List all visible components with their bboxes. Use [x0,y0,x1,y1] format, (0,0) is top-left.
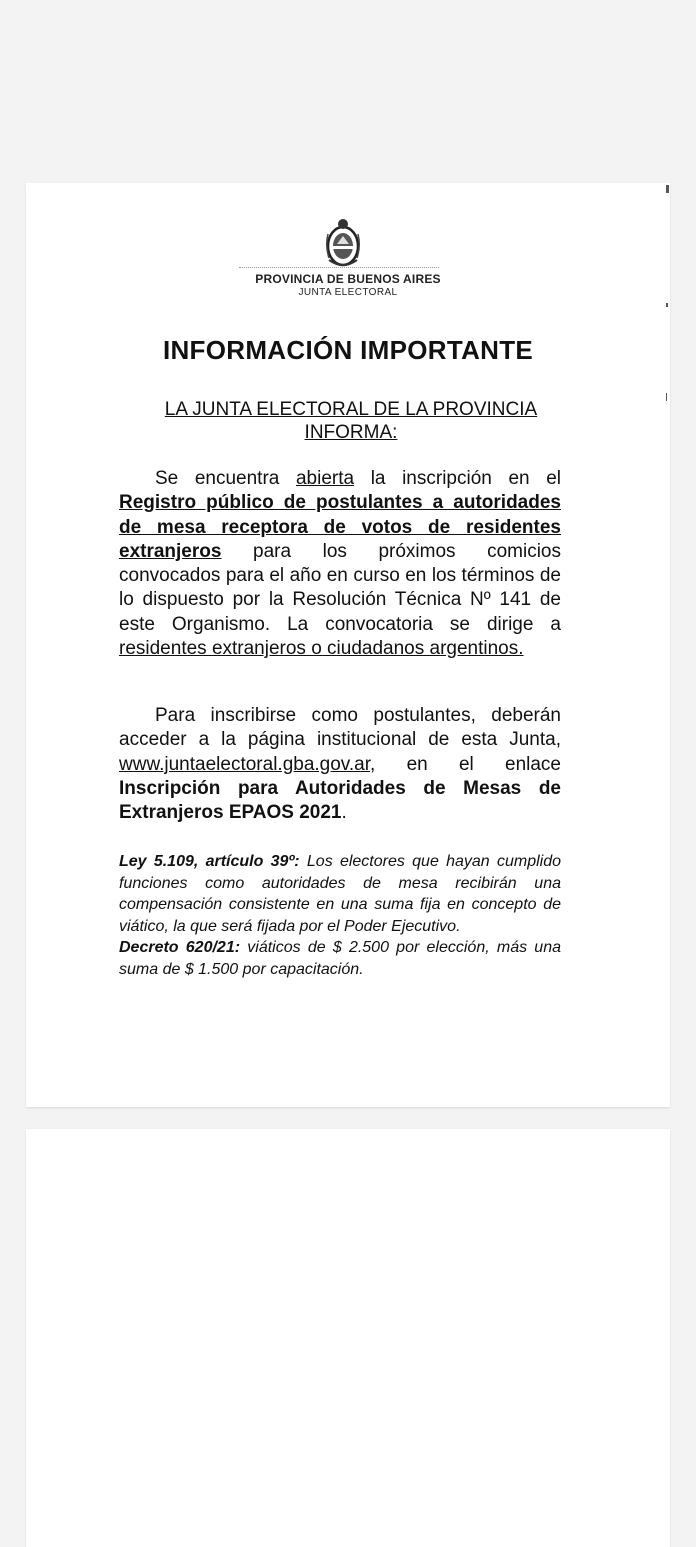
text: Se encuentra [155,468,296,489]
text-open: abierta [295,468,355,489]
text: Para inscribirse como postulantes, deberán acceder a la página institucional de esta Junta, [119,705,561,751]
text-target-audience: residentes extranjeros o ciudadanos argentinos. [119,638,524,660]
organization-subtitle: JUNTA ELECTORAL [298,287,398,298]
province-seal-icon [323,216,363,272]
text-registry-name: Registro público de postulantes a autoridades de mesa receptora de votos de residentes extranjeros [119,492,561,562]
law-text: Los electores que hayan cumplido funciones como autoridades de mesa recibirán una compensación consistente en una suma fija en concepto de viático, la que será fijada por el Poder Ejecutivo. [119,853,562,935]
text: para los próximos comicios convocados para el año en curso en los términos de lo dispuesto por la Resolución Técnica Nº 141 de este Organismo. La convocatoria se dirige a [119,540,561,635]
page-title: INFORMACIÓN IMPORTANTE [162,335,534,365]
organization-name: PROVINCIA DE BUENOS AIRES [255,272,441,286]
decree-text: viáticos de $ 2.500 por elección, más una suma de $ 1.500 por capacitación. [119,939,562,978]
scan-mark [666,303,668,307]
text: , en el enlace [370,753,561,775]
text-link-name: Inscripción para Autoridades de Mesas de Extranjeros EPAOS 2021 [119,777,561,824]
legal-notes [119,851,561,980]
paragraph-registration [119,467,561,661]
text: la inscripción en el [354,468,561,489]
paragraph-instructions [119,704,561,825]
text: . [341,802,347,824]
scan-mark [666,185,669,193]
page-subtitle: LA JUNTA ELECTORAL DE LA PROVINCIA INFORMA: [164,399,538,443]
law-reference: Ley 5.109, artículo 39º: [119,853,300,870]
website-link[interactable]: www.juntaelectoral.gba.gov.ar [119,753,371,775]
document-page-2 [26,1129,670,1547]
document-page-1 [26,183,670,1107]
scan-mark [666,393,667,401]
decree-reference: Decreto 620/21: [119,939,241,956]
